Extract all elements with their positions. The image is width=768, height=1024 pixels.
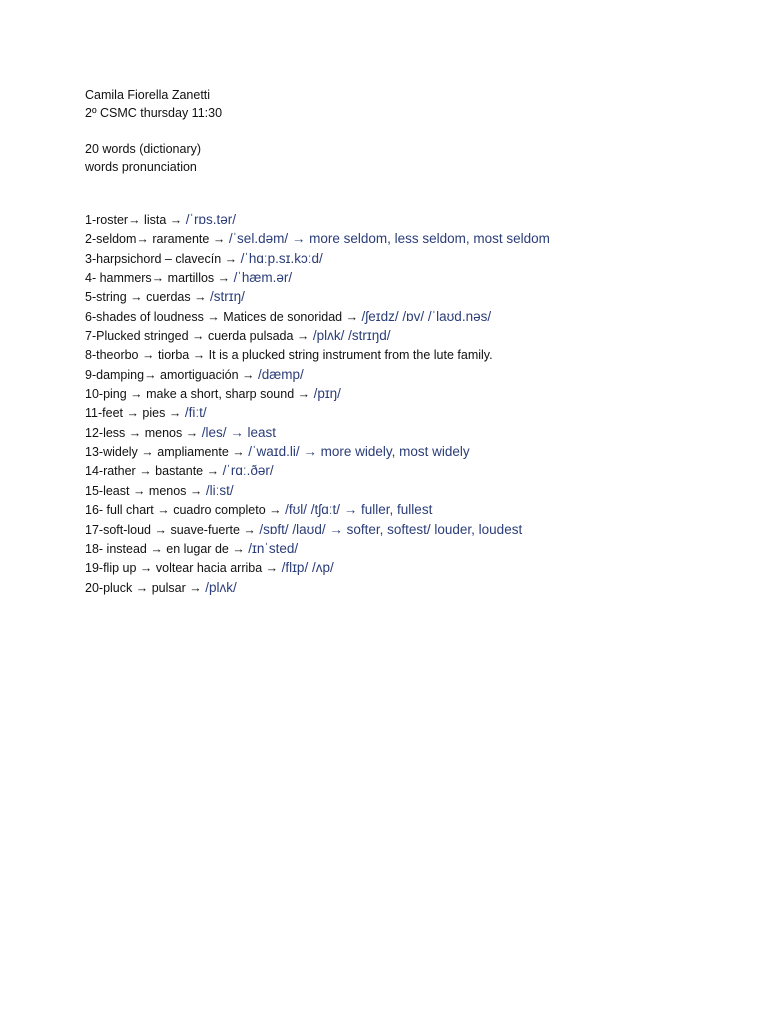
entry-text: 6-shades of loudness → Matices de sonoridad → bbox=[85, 309, 362, 324]
entry-extra: → more widely, most widely bbox=[299, 444, 470, 460]
entry-pronunciation: /fiːt/ bbox=[184, 405, 207, 421]
entry-pronunciation: /ˈrɒs.tər/ bbox=[185, 212, 236, 227]
entry-pronunciation: /strɪŋ/ bbox=[210, 289, 245, 305]
entry-text: 19-flip up → voltear hacia arriba → bbox=[85, 561, 282, 576]
entry-pronunciation: /liːst/ bbox=[205, 482, 234, 498]
entry-text: 7-Plucked stringed → cuerda pulsada → bbox=[85, 329, 313, 344]
vocabulary-entry bbox=[85, 287, 550, 306]
entry-text: 15-least → menos → bbox=[85, 483, 206, 498]
entry-pronunciation: /fʊl/ /tʃɑːt/ bbox=[285, 502, 341, 518]
entry-pronunciation: /flɪp/ /ʌp/ bbox=[281, 560, 334, 576]
entry-pronunciation: /ˈrɑː.ðər/ bbox=[222, 463, 274, 479]
entry-pronunciation: /plʌk/ bbox=[205, 579, 237, 595]
entry-pronunciation: /ʃeɪdz/ /ɒv/ /ˈlaʊd.nəs/ bbox=[361, 308, 492, 324]
vocabulary-entry bbox=[85, 520, 550, 539]
vocabulary-entry bbox=[85, 442, 550, 461]
entry-text: 2-seldom→ raramente → bbox=[85, 232, 229, 247]
vocabulary-entry bbox=[85, 345, 550, 364]
entry-extra: → softer, softest/ louder, loudest bbox=[325, 521, 523, 537]
vocabulary-entry bbox=[85, 558, 550, 577]
entry-text: 18- instead → en lugar de → bbox=[85, 541, 249, 556]
entry-pronunciation: /ˈwaɪd.li/ bbox=[248, 444, 300, 460]
entry-text: 17-soft-loud → suave-fuerte → bbox=[85, 522, 260, 537]
entry-text: 8-theorbo → tiorba → It is a plucked string instrument from the lute family. bbox=[85, 348, 493, 363]
entry-text: 11-feet → pies → bbox=[85, 406, 185, 421]
entry-text: 16- full chart → cuadro completo → bbox=[85, 503, 286, 518]
entry-text: 14-rather → bastante → bbox=[85, 464, 223, 479]
vocabulary-list bbox=[85, 210, 550, 597]
entry-text: 5-string → cuerdas → bbox=[85, 290, 211, 305]
vocabulary-entry bbox=[85, 423, 550, 442]
vocabulary-entry bbox=[85, 481, 550, 500]
vocabulary-entry bbox=[85, 249, 550, 268]
entry-text: 1-roster→ lista → bbox=[85, 213, 186, 227]
entry-extra: → fuller, fullest bbox=[340, 502, 433, 518]
vocabulary-entry bbox=[85, 365, 550, 384]
entry-text: 13-widely → ampliamente → bbox=[85, 445, 249, 460]
entry-pronunciation: /pɪŋ/ bbox=[313, 386, 341, 402]
entry-text: 10-ping → make a short, sharp sound → bbox=[85, 387, 314, 402]
vocabulary-entry bbox=[85, 539, 550, 558]
entry-extra: → more seldom, less seldom, most seldom bbox=[288, 231, 550, 247]
entry-pronunciation: /ˈsel.dəm/ bbox=[228, 231, 289, 247]
vocabulary-entry bbox=[85, 229, 550, 248]
vocabulary-entry bbox=[85, 384, 550, 403]
entry-text: 12-less → menos → bbox=[85, 425, 202, 440]
assignment-title: 20 words (dictionary) bbox=[85, 142, 202, 156]
student-name: Camila Fiorella Zanetti bbox=[85, 88, 211, 102]
entry-pronunciation: /plʌk/ /strɪŋd/ bbox=[312, 328, 391, 344]
vocabulary-entry bbox=[85, 461, 550, 480]
entry-text: 4- hammers→ martillos → bbox=[85, 271, 234, 286]
class-info: 2º CSMC thursday 11:30 bbox=[85, 106, 223, 120]
entry-pronunciation: /les/ bbox=[201, 424, 227, 440]
entry-pronunciation: /sɒft/ /laʊd/ bbox=[259, 521, 326, 537]
vocabulary-entry bbox=[85, 307, 550, 326]
entry-extra: → least bbox=[226, 424, 277, 440]
entry-pronunciation: /ˈhɑːp.sɪ.kɔːd/ bbox=[240, 250, 323, 266]
vocabulary-entry bbox=[85, 210, 550, 229]
vocabulary-entry bbox=[85, 578, 550, 597]
entry-pronunciation: /ˈhæm.ər/ bbox=[233, 270, 293, 286]
entry-text: 3-harpsichord – clavecín → bbox=[85, 251, 241, 266]
entry-pronunciation: /dæmp/ bbox=[258, 366, 304, 382]
assignment-subtitle: words pronunciation bbox=[85, 160, 197, 174]
entry-text: 20-pluck → pulsar → bbox=[85, 580, 206, 595]
entry-text: 9-damping→ amortiguación → bbox=[85, 367, 258, 382]
vocabulary-entry bbox=[85, 403, 550, 422]
vocabulary-entry bbox=[85, 500, 550, 519]
entry-pronunciation: /ɪnˈsted/ bbox=[248, 540, 299, 556]
vocabulary-entry bbox=[85, 268, 550, 287]
vocabulary-entry bbox=[85, 326, 550, 345]
